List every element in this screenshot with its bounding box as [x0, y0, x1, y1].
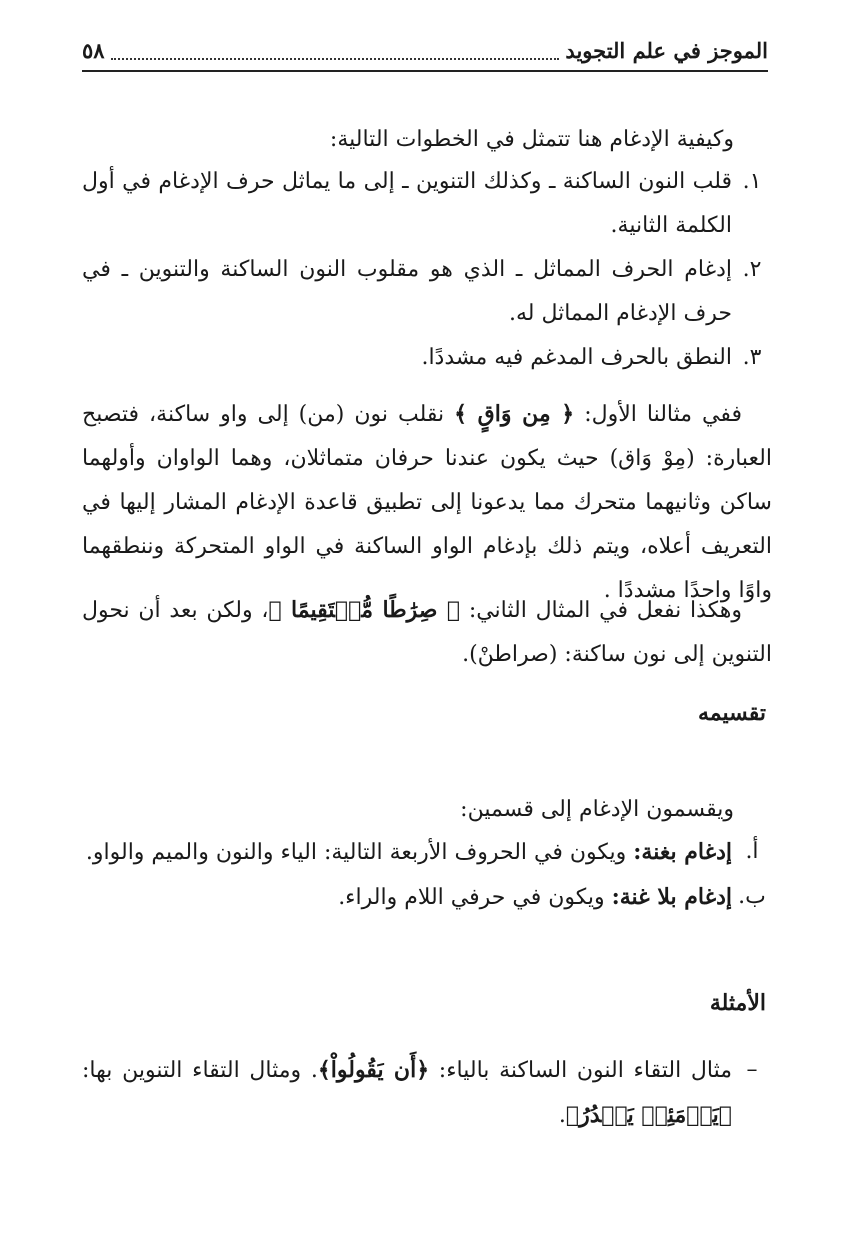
- book-title: الموجز في علم التجويد: [565, 37, 768, 63]
- list-item: [82, 336, 772, 380]
- quran-verse: ﴿يَوۡمَئِذٖ يَصۡدُرُ﴾: [565, 1102, 732, 1128]
- examples-list: [82, 1048, 772, 1138]
- list-item-text: النطق بالحرف المدغم فيه مشددًا.: [421, 345, 732, 370]
- list-item: [82, 875, 772, 920]
- quran-verse: ﴿أَن يَقُولُواْ﴾: [317, 1057, 430, 1083]
- list-item-text: قلب النون الساكنة ـ وكذلك التنوين ـ إلى ما يماثل حرف الإدغام في أول الكلمة الثانية.: [82, 169, 732, 238]
- examples-heading: الأمثلة: [709, 990, 766, 1016]
- list-item: [82, 830, 772, 875]
- list-item-text: [82, 1048, 732, 1138]
- list-item: [82, 248, 772, 336]
- example-two-lead: وهكذا نفعل في المثال الثاني:: [468, 598, 743, 623]
- list-item-letter: ب.: [738, 884, 766, 909]
- division-term: إدغام بلا غنة:: [611, 884, 732, 910]
- steps-list: [82, 160, 772, 380]
- example-lead: مثال التقاء النون الساكنة بالياء:: [438, 1058, 732, 1083]
- list-item: [82, 160, 772, 248]
- list-item-text: [82, 830, 732, 875]
- example-two-text: ، ولكن بعد أن نحول التنوين إلى نون ساكنة: (صراطنْ).: [82, 598, 772, 667]
- list-item-text: [82, 875, 732, 920]
- example-mid: . ومثال التقاء التنوين بها:: [82, 1058, 318, 1083]
- list-item-dash: –: [746, 1057, 758, 1082]
- list-item-number: ١.: [742, 169, 762, 194]
- division-heading: تقسيمه: [697, 700, 766, 726]
- quran-verse: ﴿ صِرَٰطًا مُّسۡتَقِيمًا ﴾: [268, 597, 461, 623]
- header-leader-dots: [111, 40, 560, 60]
- list-item: [82, 1048, 772, 1138]
- example-one-lead: ففي مثالنا الأول:: [584, 402, 743, 427]
- list-item-letter: أ.: [745, 839, 759, 864]
- division-text: ويكون في حرفي اللام والراء.: [338, 885, 605, 910]
- list-item-number: ٣.: [742, 345, 762, 370]
- division-term: إدغام بغنة:: [633, 839, 732, 865]
- page-number: ٥٨: [82, 37, 105, 63]
- example-one-paragraph: [82, 392, 772, 613]
- steps-intro: وكيفية الإدغام هنا تتمثل في الخطوات التالية:: [329, 127, 734, 152]
- example-two-paragraph: [82, 588, 772, 677]
- division-list: [82, 830, 772, 920]
- list-item-text: إدغام الحرف المماثل ـ الذي هو مقلوب النون الساكنة والتنوين ـ في حرف الإدغام المماثل له.: [82, 257, 732, 326]
- example-one-text: نقلب نون (من) إلى واو ساكنة، فتصبح العبارة: (مِوْ وَاق) حيث يكون عندنا حرفان متماثلان، وهما الواوان وأولهما ساكن وثانيهما متحرك مما يدعونا إلى تطبيق قاعدة الإدغام المشار إليها في التعريف أعلاه، ويتم ذلك بإدغام الواو الساكنة في الواو المتحركة وننطقهما واوًا واحدًا مشددًا .: [82, 402, 772, 603]
- division-intro: ويقسمون الإدغام إلى قسمين:: [460, 797, 734, 822]
- division-text: ويكون في الحروف الأربعة التالية: الياء والنون والميم والواو.: [85, 840, 627, 865]
- example-end: .: [558, 1103, 566, 1128]
- quran-verse: ﴿ مِن وَاقٍ ﴾: [454, 401, 575, 427]
- list-item-number: ٢.: [742, 257, 762, 282]
- running-header: [82, 30, 768, 72]
